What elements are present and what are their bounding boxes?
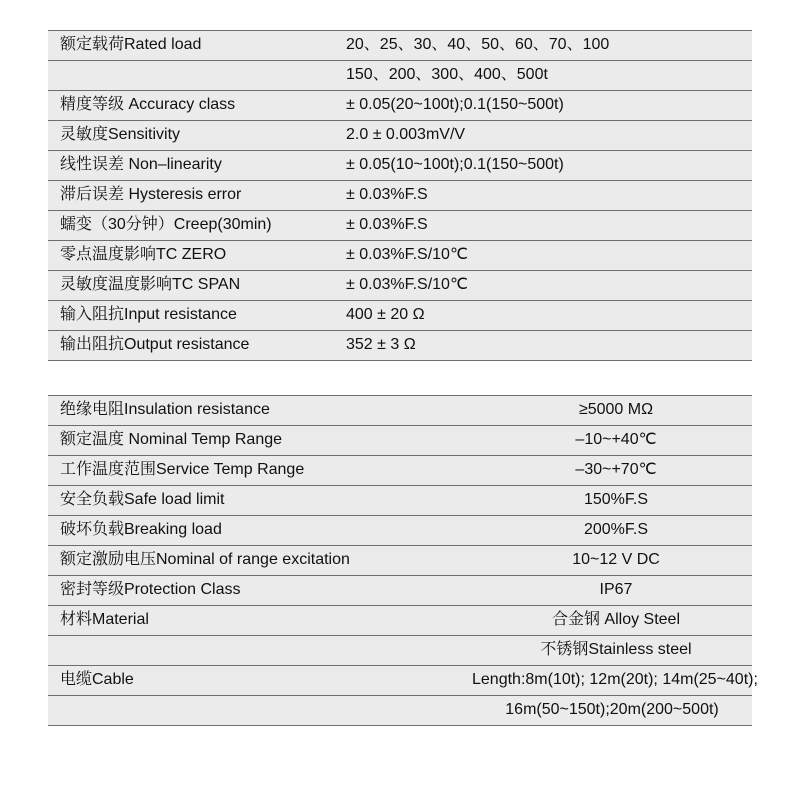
row-label: 密封等级Protection Class — [48, 576, 472, 606]
table-row — [48, 31, 752, 61]
row-value: ± 0.03%F.S/10℃ — [338, 241, 752, 271]
cable-length-line-1: Length:8m(10t); 12m(20t); 14m(25~40t); — [472, 666, 752, 696]
table-row — [48, 271, 752, 301]
row-value: IP67 — [472, 576, 752, 606]
row-value: –30~+70℃ — [472, 456, 752, 486]
table-row — [48, 546, 752, 576]
row-label — [48, 636, 472, 666]
row-label: 零点温度影响TC ZERO — [48, 241, 338, 271]
row-label — [48, 61, 338, 91]
row-value: 20、25、30、40、50、60、70、100 — [338, 31, 752, 61]
row-value: ± 0.03%F.S — [338, 181, 752, 211]
table-row-cable-continued — [48, 696, 752, 726]
table-row — [48, 396, 752, 426]
row-label: 滞后误差 Hysteresis error — [48, 181, 338, 211]
table-row — [48, 486, 752, 516]
table-row — [48, 301, 752, 331]
row-value: ± 0.03%F.S — [338, 211, 752, 241]
row-value: 10~12 V DC — [472, 546, 752, 576]
table-row — [48, 91, 752, 121]
row-label: 工作温度范围Service Temp Range — [48, 456, 472, 486]
row-value: 合金钢 Alloy Steel — [472, 606, 752, 636]
row-label-empty — [48, 696, 472, 726]
table-row — [48, 61, 752, 91]
row-label: 输入阻抗Input resistance — [48, 301, 338, 331]
table-row — [48, 516, 752, 546]
row-value: 150、200、300、400、500t — [338, 61, 752, 91]
table-row — [48, 426, 752, 456]
table-row — [48, 121, 752, 151]
row-label: 精度等级 Accuracy class — [48, 91, 338, 121]
table-row — [48, 181, 752, 211]
row-value: 2.0 ± 0.003mV/V — [338, 121, 752, 151]
row-value: –10~+40℃ — [472, 426, 752, 456]
table-row — [48, 606, 752, 636]
row-value: ± 0.03%F.S/10℃ — [338, 271, 752, 301]
row-value: ≥5000 MΩ — [472, 396, 752, 426]
row-label: 额定激励电压Nominal of range excitation — [48, 546, 472, 576]
row-label: 线性误差 Non–linearity — [48, 151, 338, 181]
row-value: 200%F.S — [472, 516, 752, 546]
row-value: ± 0.05(10~100t);0.1(150~500t) — [338, 151, 752, 181]
row-label: 破坏负载Breaking load — [48, 516, 472, 546]
row-label: 灵敏度温度影响TC SPAN — [48, 271, 338, 301]
table-gap — [48, 361, 752, 395]
table-row — [48, 331, 752, 361]
specification-table-1 — [48, 30, 752, 361]
table-row — [48, 241, 752, 271]
row-label: 材料Material — [48, 606, 472, 636]
row-label: 电缆Cable — [48, 666, 472, 696]
row-label: 安全负载Safe load limit — [48, 486, 472, 516]
table-row-cable — [48, 666, 752, 696]
row-value: ± 0.05(20~100t);0.1(150~500t) — [338, 91, 752, 121]
row-label: 绝缘电阻Insulation resistance — [48, 396, 472, 426]
row-value: 不锈钢Stainless steel — [472, 636, 752, 666]
row-label: 蠕变（30分钟）Creep(30min) — [48, 211, 338, 241]
table-row — [48, 456, 752, 486]
table-row — [48, 636, 752, 666]
row-label: 灵敏度Sensitivity — [48, 121, 338, 151]
table-row — [48, 151, 752, 181]
row-label: 额定载荷Rated load — [48, 31, 338, 61]
row-value: 150%F.S — [472, 486, 752, 516]
cable-length-line-2: 16m(50~150t);20m(200~500t) — [472, 696, 752, 726]
table-row — [48, 576, 752, 606]
row-label: 输出阻抗Output resistance — [48, 331, 338, 361]
row-value: 352 ± 3 Ω — [338, 331, 752, 361]
row-value: 400 ± 20 Ω — [338, 301, 752, 331]
table-row — [48, 211, 752, 241]
specification-table-2 — [48, 395, 758, 726]
row-label: 额定温度 Nominal Temp Range — [48, 426, 472, 456]
